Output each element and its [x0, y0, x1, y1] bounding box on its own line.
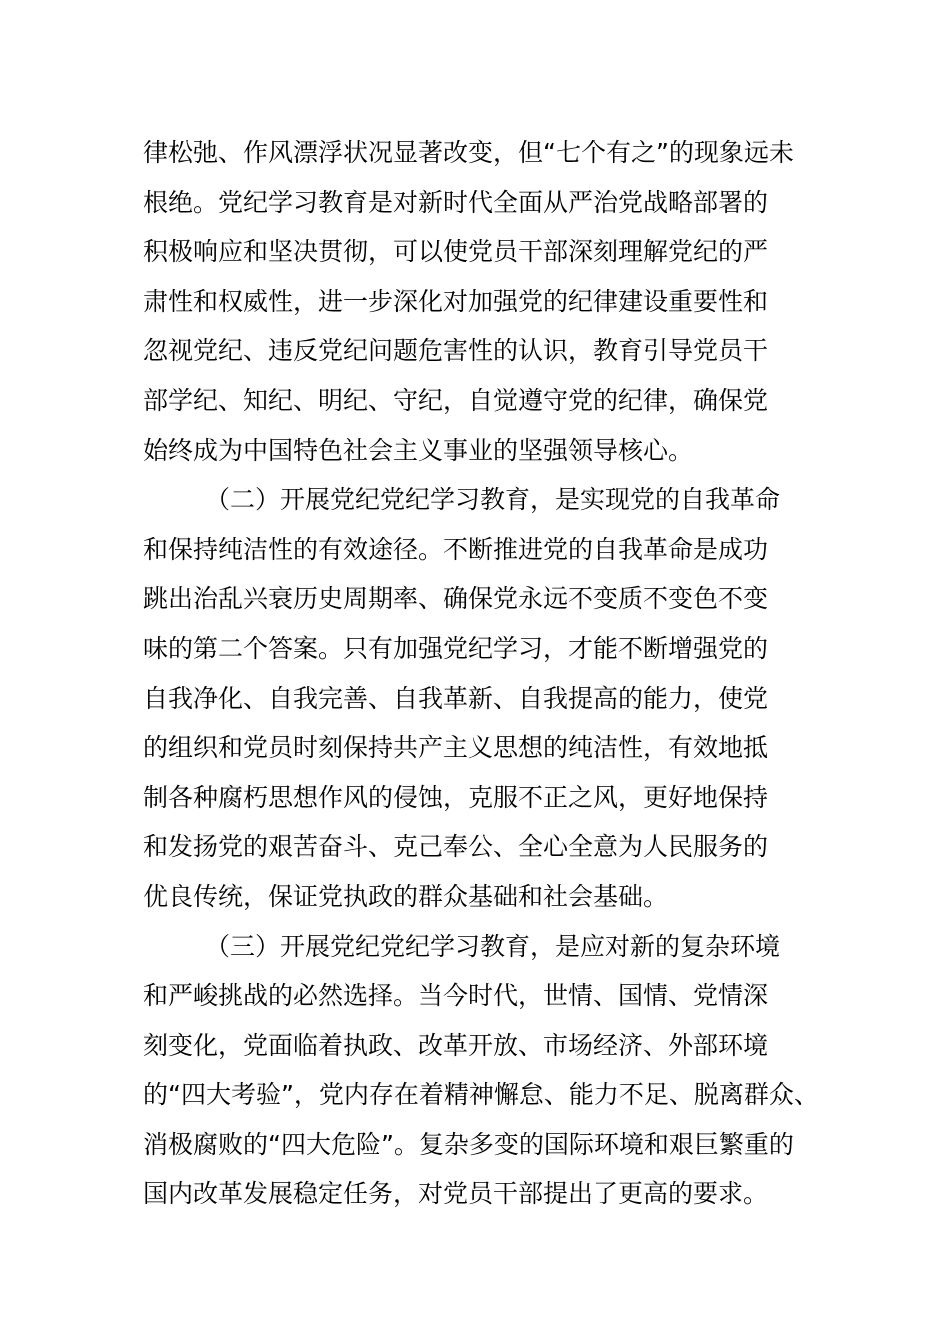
- text-line: 的“四大考验”，党内存在着精神懈怠、能力不足、脱离群众、: [143, 1080, 819, 1110]
- text-line: 消极腐败的“四大危险”。复杂多变的国际环境和艰巨繁重的: [143, 1129, 794, 1159]
- text-line: 自我净化、自我完善、自我革新、自我提高的能力，使党: [143, 683, 769, 713]
- text-line: 刻变化，党面临着执政、改革开放、市场经济、外部环境: [143, 1030, 769, 1060]
- text-line: 国内改革发展稳定任务，对党员干部提出了更高的要求。: [143, 1179, 769, 1209]
- text-line: 优良传统，保证党执政的群众基础和社会基础。: [143, 881, 669, 911]
- text-line: 部学纪、知纪、明纪、守纪，自觉遵守党的纪律，确保党: [143, 385, 769, 415]
- text-line: 律松弛、作风漂浮状况显著改变，但“七个有之”的现象远未: [143, 138, 794, 167]
- section-heading-line: （三）开展党纪党纪学习教育，是应对新的复杂环境: [205, 931, 781, 961]
- text-line: 味的第二个答案。只有加强党纪学习，才能不断增强党的: [143, 633, 769, 663]
- text-line: 积极响应和坚决贯彻，可以使党员干部深刻理解党纪的严: [143, 237, 769, 267]
- text-line: 和严峻挑战的必然选择。当今时代，世情、国情、党情深: [143, 981, 769, 1011]
- text-line: 和发扬党的艰苦奋斗、克己奉公、全心全意为人民服务的: [143, 832, 769, 862]
- text-line: 跳出治乱兴衰历史周期率、确保党永远不变质不变色不变: [143, 584, 769, 614]
- body-text: [143, 128, 833, 1219]
- text-line: 根绝。党纪学习教育是对新时代全面从严治党战略部署的: [143, 187, 769, 217]
- text-line: 肃性和权威性，进一步深化对加强党的纪律建设重要性和: [143, 286, 769, 316]
- text-line: 始终成为中国特色社会主义事业的坚强领导核心。: [143, 435, 694, 465]
- section-heading-line: （二）开展党纪党纪学习教育，是实现党的自我革命: [205, 485, 781, 515]
- text-line: 制各种腐朽思想作风的侵蚀，克服不正之风，更好地保持: [143, 782, 769, 812]
- text-line: 的组织和党员时刻保持共产主义思想的纯洁性，有效地抵: [143, 733, 769, 763]
- text-line: 和保持纯洁性的有效途径。不断推进党的自我革命是成功: [143, 534, 769, 564]
- text-line: 忽视党纪、违反党纪问题危害性的认识，教育引导党员干: [143, 336, 769, 366]
